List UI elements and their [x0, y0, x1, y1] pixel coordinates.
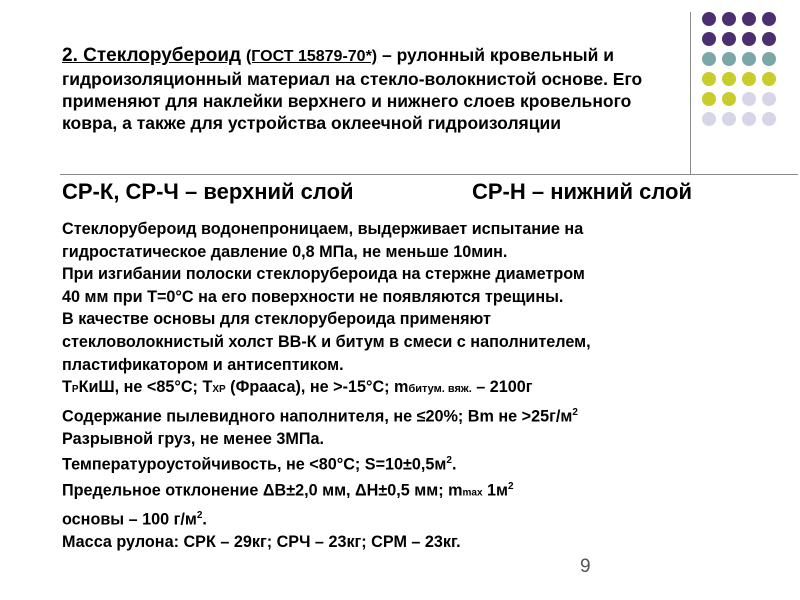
text-fragment: основы – 100 г/м — [62, 510, 197, 529]
text-fragment: 1м — [482, 481, 508, 500]
olive-dot — [762, 72, 776, 86]
text-fragment: . — [202, 510, 207, 529]
superscript: 2 — [572, 406, 578, 418]
horizontal-rule — [60, 174, 798, 175]
text-line: 40 мм при Т=0°С на его поверхности не появляются трещины. — [62, 287, 564, 306]
base-weight-line — [62, 505, 742, 531]
upper-layer-types: СР-К, СР-Ч – верхний слой — [62, 179, 354, 204]
decorative-dot-grid — [702, 12, 798, 132]
filler-line — [62, 402, 742, 428]
intro-paragraph — [62, 44, 682, 134]
superscript: 2 — [196, 510, 203, 522]
text-line: гидростатическое давление 0,8 МПа, не меньше 10мин. — [62, 242, 508, 261]
superscript: 2 — [507, 481, 514, 493]
heat-resistance-line — [62, 450, 742, 476]
purple-dot — [722, 12, 736, 26]
purple-dot — [762, 32, 776, 46]
purple-dot — [702, 12, 716, 26]
olive-dot — [722, 72, 736, 86]
purple-dot — [762, 12, 776, 26]
text-fragment: – 2100г — [471, 378, 533, 397]
text-fragment: Температуроустойчивость, не <80°С; S=10±0,5м — [62, 455, 447, 474]
lavender-dot — [702, 112, 716, 126]
section-heading: 2. Стеклорубероид — [62, 45, 242, 66]
text-fragment: Содержание пылевидного наполнителя, не ≤20%; Вm не >25г/м — [62, 407, 573, 426]
text-line: стекловолокнистый холст ВВ-К и битум в смеси с наполнителем, — [62, 332, 591, 351]
text-fragment: . — [451, 455, 457, 474]
roll-mass-line: Масса рулона: СРК – 29кг; СРЧ – 23кг; СРМ – 23кг. — [62, 533, 461, 552]
purple-dot — [742, 32, 756, 46]
subscript: max — [462, 487, 483, 499]
temperature-line — [62, 376, 742, 402]
text-line: Стеклорубероид водонепроницаем, выдерживает испытание на — [62, 220, 584, 238]
subscript: Р — [71, 384, 79, 396]
lavender-dot — [762, 112, 776, 126]
teal-dot — [762, 52, 776, 66]
gost-reference: (ГОСТ 15879-70*) — [245, 48, 378, 65]
purple-dot — [742, 12, 756, 26]
olive-dot — [722, 92, 736, 106]
vertical-rule — [690, 12, 691, 174]
text-fragment: Предельное отклонение ΔВ±2,0 мм, ΔН±0,5 мм; m — [62, 481, 463, 500]
text-line: пластификатором и антисептиком. — [62, 355, 344, 374]
properties-text — [62, 218, 742, 554]
olive-dot — [742, 72, 756, 86]
text-fragment: Т — [62, 378, 72, 397]
teal-dot — [722, 52, 736, 66]
deviation-line — [62, 476, 742, 505]
roofing-types — [62, 176, 762, 208]
text-line: Разрывной груз, не менее 3МПа. — [62, 429, 325, 448]
page-number: 9 — [580, 556, 591, 577]
text-fragment: (Фрааса), не >-15°С; m — [225, 378, 409, 397]
text-line: В качестве основы для стеклорубероида применяют — [62, 310, 491, 329]
lavender-dot — [762, 92, 776, 106]
olive-dot — [702, 72, 716, 86]
subscript: битум. вяж. — [408, 383, 472, 396]
purple-dot — [702, 32, 716, 46]
purple-dot — [722, 32, 736, 46]
lavender-dot — [742, 92, 756, 106]
lavender-dot — [722, 112, 736, 126]
lower-layer-types: СР-Н – нижний слой — [472, 179, 692, 204]
lavender-dot — [742, 112, 756, 126]
teal-dot — [742, 52, 756, 66]
text-fragment: КиШ, не <85°С; Т — [78, 378, 213, 397]
intro-text: – рулонный кровельный и гидроизоляционный материал на стекло-волокнистой основе. Его применяют для наклейки верхнего и нижнего слоев кровельного ковра, а также для устройства оклеечной гидроизоляции — [62, 45, 643, 133]
teal-dot — [702, 52, 716, 66]
subscript: ХР — [212, 384, 226, 396]
text-line: При изгибании полоски стеклорубероида на стержне диаметром — [62, 265, 585, 284]
olive-dot — [702, 92, 716, 106]
superscript: 2 — [446, 455, 452, 467]
